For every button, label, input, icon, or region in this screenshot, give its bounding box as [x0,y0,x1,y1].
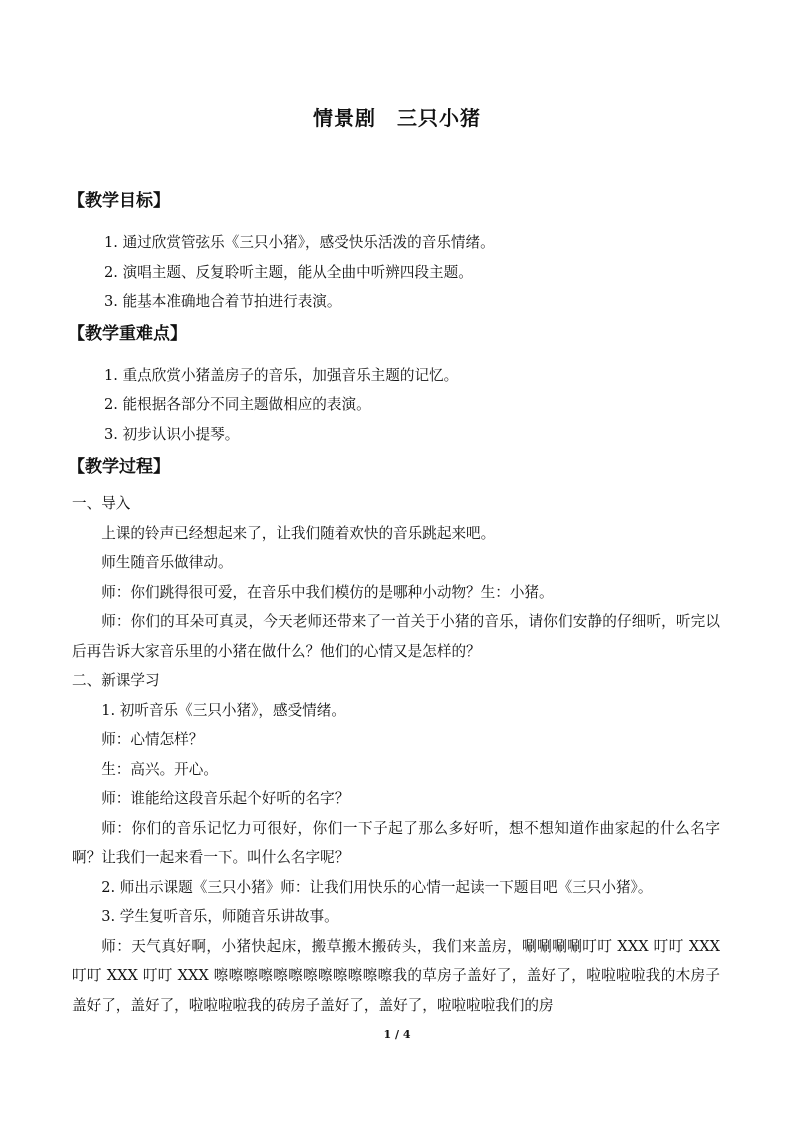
paragraph: 3. 学生复听音乐，师随音乐讲故事。 [101,908,339,925]
paragraph: 1. 初听音乐《三只小猪》，感受情绪。 [101,701,346,719]
key-point-item: 1. 重点欣赏小猪盖房子的音乐，加强音乐主题的记忆。 [104,366,459,384]
key-points-heading: 【教学重难点】 [68,323,187,344]
section-title-intro: 一、导入 [72,495,131,512]
paragraph: 师：谁能给这段音乐起个好听的名字？ [101,790,350,807]
key-point-item: 3. 初步认识小提琴。 [104,425,240,443]
paragraph: 师：你们的音乐记忆力可很好，你们一下子起了那么多好听，想不想知道作曲家起的什么名字啊？让我们一起来看一下。叫什么名字呢？ [72,819,720,866]
paragraph: 上课的铃声已经想起来了，让我们随着欢快的音乐跳起来吧。 [101,524,496,542]
objective-item: 1. 通过欣赏管弦乐《三只小猪》，感受快乐活泼的音乐情绪。 [104,234,495,251]
objective-item: 3. 能基本准确地合着节拍进行表演。 [104,293,342,310]
paragraph: 师：天气真好啊，小猪快起床，搬草搬木搬砖头，我们来盖房，唰唰唰唰叮叮 XXX 叮叮 XXX 叮叮 XXX 叮叮 XXX 嚓嚓嚓嚓嚓嚓嚓嚓嚓嚓嚓嚓我的草房子盖好了，盖好了，啦啦啦啦我的木房子盖好了，盖好了，啦啦啦啦我的砖房子盖好了，盖好了，啦啦啦啦我们的房 [72,937,720,1014]
paragraph: 生：高兴。开心。 [101,760,218,778]
paragraph: 师：你们的耳朵可真灵，今天老师还带来了一首关于小猪的音乐，请你们安静的仔细听，听完以后再告诉大家音乐里的小猪在做什么？他们的心情又是怎样的？ [72,613,720,660]
paragraph: 2. 师出示课题《三只小猪》师：让我们用快乐的心情一起读一下题目吧《三只小猪》。 [101,878,653,896]
objectives-heading: 【教学目标】 [68,191,170,211]
paragraph: 师：心情怎样？ [101,731,204,748]
document-body [68,186,720,1020]
objective-item: 2. 演唱主题、反复聆听主题，能从全曲中听辨四段主题。 [104,263,473,281]
page-number: 1 / 4 [383,1028,411,1041]
page-title: 情景剧 三只小猪 [313,106,481,130]
paragraph: 师：你们跳得很可爱，在音乐中我们模仿的是哪种小动物？生：小猪。 [101,583,554,601]
section-title-new-lesson: 二、新课学习 [72,672,160,689]
paragraph: 师生随音乐做律动。 [101,554,233,571]
process-heading: 【教学过程】 [68,457,170,477]
key-point-item: 2. 能根据各部分不同主题做相应的表演。 [104,396,371,413]
